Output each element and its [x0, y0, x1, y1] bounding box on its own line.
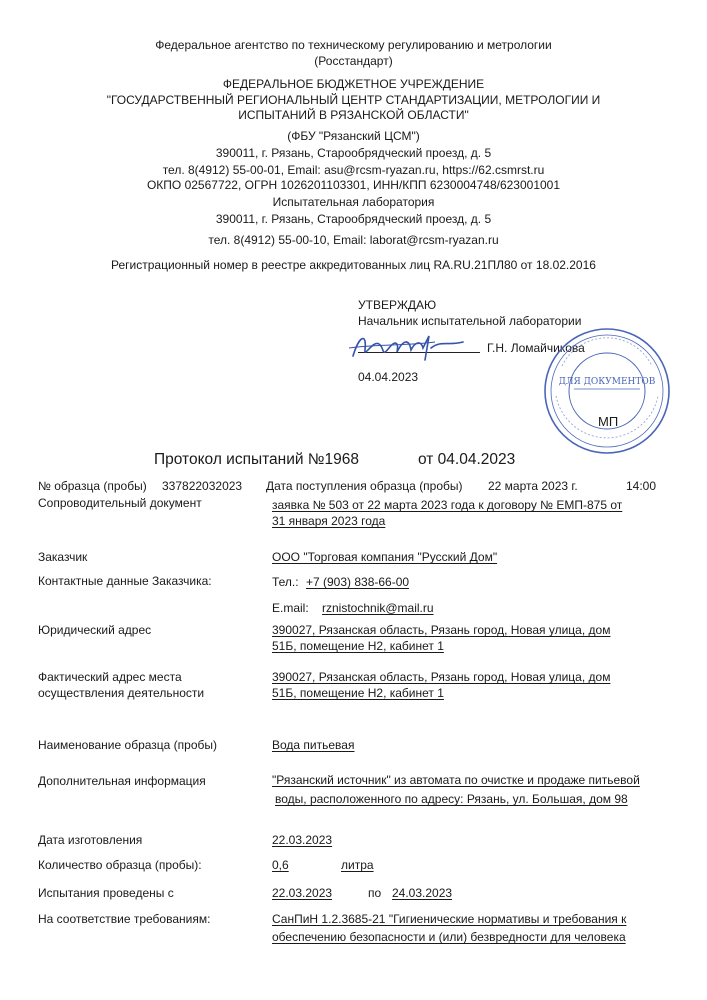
customer-label: Заказчик — [38, 550, 88, 564]
actual-address-label-2: осуществления деятельности — [38, 686, 205, 700]
phone-value[interactable]: +7 (903) 838-66-00 — [306, 575, 410, 589]
requirements-line-1: СанПиН 1.2.3685-21 "Гигиенические нормативы и требования к — [272, 912, 627, 926]
manufacture-date-value: 22.03.2023 — [272, 833, 333, 847]
agency-short: (Росстандарт) — [314, 54, 393, 68]
requirements-line-2: обеспечению безопасности и (или) безвредности для человека — [272, 930, 626, 944]
actual-address-line-1: 390027, Рязанская область, Рязань город, Новая улица, дом — [272, 670, 611, 684]
tests-from: 22.03.2023 — [272, 886, 333, 900]
institution-short: (ФБУ "Рязанский ЦСМ") — [287, 129, 420, 143]
contacts-label: Контактные данные Заказчика: — [38, 574, 212, 588]
sample-number-value: 337822032023 — [162, 479, 243, 493]
doc-value-line-1: заявка № 503 от 22 марта 2023 года к договору № ЕМП-875 от — [272, 498, 623, 512]
additional-info-line-1: "Рязанский источник" из автомата по очистке и продаже питьевой — [272, 773, 640, 787]
protocol-title: Протокол испытаний №1968 — [154, 451, 359, 468]
legal-address-label: Юридический адрес — [38, 623, 152, 637]
quantity-value: 0,6 — [272, 858, 289, 872]
received-time: 14:00 — [626, 479, 657, 493]
approver-position: Начальник испытательной лаборатории — [358, 314, 582, 328]
manufacture-date-label: Дата изготовления — [38, 833, 143, 847]
approve-heading: УТВЕРЖДАЮ — [358, 298, 437, 312]
stamp-text: ДЛЯ ДОКУМЕНТОВ — [558, 377, 656, 387]
lab-name: Испытательная лаборатория — [272, 195, 435, 209]
institution-codes: ОКПО 02567722, ОГРН 1026201103301, ИНН/КПП 6230004748/623001001 — [146, 178, 561, 192]
tests-period-label: Испытания проведены с — [38, 886, 174, 900]
doc-value-line-2: 31 января 2023 года — [272, 514, 386, 528]
agency-name: Федеральное агентство по техническому регулированию и метрологии — [155, 38, 552, 52]
stamp-mp: МП — [598, 414, 619, 429]
institution-type: ФЕДЕРАЛЬНОЕ БЮДЖЕТНОЕ УЧРЕЖДЕНИЕ — [222, 77, 485, 91]
institution-name-line-2: ИСПЫТАНИЙ В РЯЗАНСКОЙ ОБЛАСТИ" — [238, 108, 469, 122]
signature-icon — [345, 326, 470, 366]
institution-name-line-1: "ГОСУДАРСТВЕННЫЙ РЕГИОНАЛЬНЫЙ ЦЕНТР СТАНДАРТИЗАЦИИ, МЕТРОЛОГИИ И — [106, 93, 601, 107]
customer-value: ООО "Торговая компания "Русский Дом" — [272, 550, 498, 564]
phone-label: Тел.: — [272, 575, 299, 589]
quantity-label: Количество образца (пробы): — [38, 858, 202, 872]
stamp-icon — [542, 326, 672, 456]
additional-info-line-2: воды, расположенного по адресу: Рязань, ул. Большая, дом 98 — [275, 792, 628, 806]
actual-address-label-1: Фактический адрес места — [38, 670, 182, 684]
approval-date: 04.04.2023 — [358, 370, 419, 384]
legal-address-line-1: 390027, Рязанская область, Рязань город, Новая улица, дом — [272, 623, 611, 637]
quantity-unit: литра — [341, 858, 374, 872]
registration-number: Регистрационный номер в реестре аккредитованных лиц RA.RU.21ПЛ80 от 18.02.2016 — [111, 258, 596, 272]
received-date: 22 марта 2023 г. — [488, 479, 578, 493]
sample-name-value: Вода питьевая — [272, 738, 355, 752]
institution-address: 390011, г. Рязань, Старообрядческий проезд, д. 5 — [215, 146, 492, 160]
tests-to: 24.03.2023 — [392, 886, 453, 900]
legal-address-line-2: 51Б, помещение Н2, кабинет 1 — [272, 639, 444, 653]
email-value[interactable]: rznistochnik@mail.ru — [322, 601, 434, 615]
lab-address: 390011, г. Рязань, Старообрядческий проезд, д. 5 — [215, 212, 492, 226]
signer-name: Г.Н. Ломайчикова — [487, 341, 585, 355]
tests-to-label: по — [368, 886, 382, 900]
protocol-date: от 04.04.2023 — [418, 451, 516, 468]
sample-name-label: Наименование образца (пробы) — [38, 738, 217, 752]
sample-number-label: № образца (пробы) — [38, 479, 147, 493]
lab-contacts: тел. 8(4912) 55-00-10, Email: laborat@rcsm-ryazan.ru — [208, 233, 499, 247]
actual-address-line-2: 51Б, помещение Н2, кабинет 1 — [272, 686, 444, 700]
institution-contacts: тел. 8(4912) 55-00-01, Email: asu@rcsm-ryazan.ru, https://62.csmrst.ru — [162, 163, 545, 177]
doc-label: Сопроводительный документ — [38, 496, 202, 510]
email-label: E.mail: — [272, 601, 309, 615]
additional-info-label: Дополнительная информация — [38, 774, 206, 788]
received-label: Дата поступления образца (пробы) — [266, 479, 463, 493]
requirements-label: На соответствие требованиям: — [38, 912, 211, 926]
